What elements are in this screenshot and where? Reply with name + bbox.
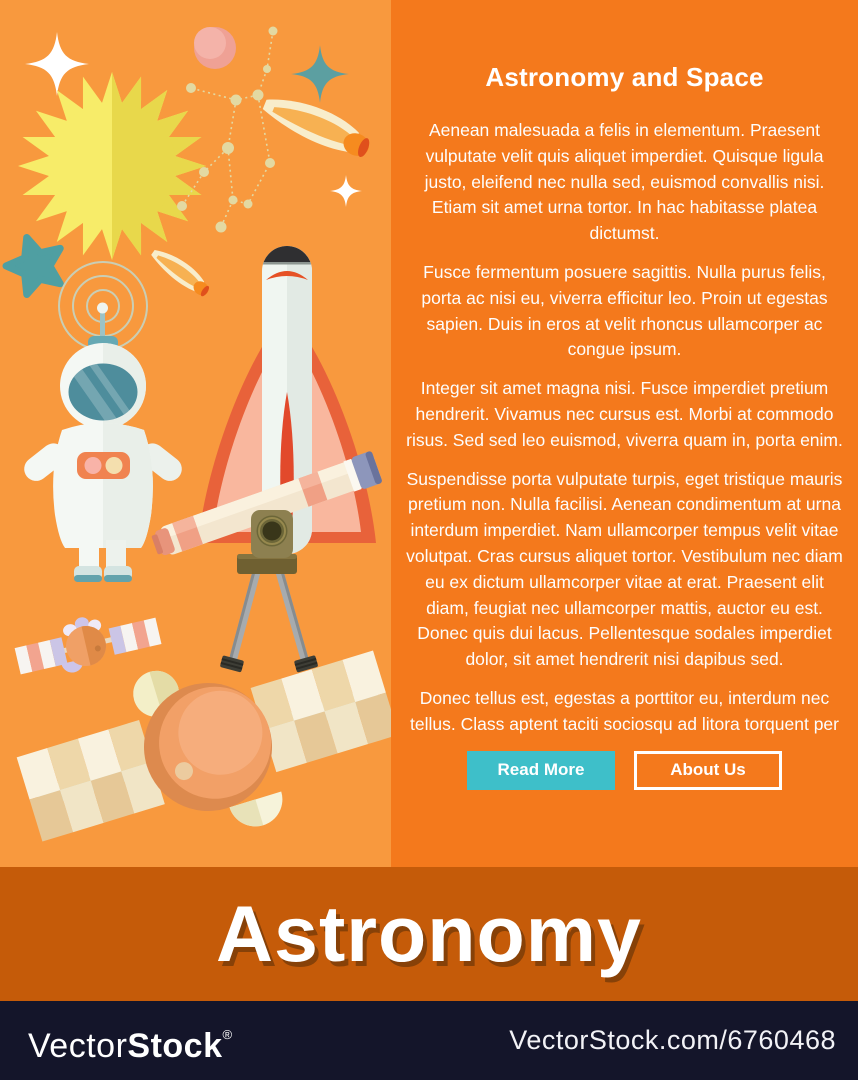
sparkle-icon [330,175,362,207]
sun-icon [18,72,206,260]
body-paragraph: Aenean malesuada a felis in elementum. Praesent vulputate velit quis aliquet imperdiet. Quisque ligula justo, eleifend nec nulla sed, euismod convallis nisi. Etiam sit amet urna tortor. In hac habitasse platea dictumst. [424,120,825,244]
comet-icon [147,244,214,299]
teal-star-icon [291,45,349,103]
attribution-text: VectorStock.com/6760468 [509,1025,836,1055]
body-paragraph: Integer sit amet magna nisi. Fusce imperdiet pretium hendrerit. Vivamus nec cursus est. Morbi at commodo risus. Sed sed leo euismod, viverra quam in, porta enim. [406,378,843,450]
space-illustration [0,0,391,867]
comet-icon [259,89,376,162]
moon-icon [194,27,236,69]
about-us-button[interactable]: About Us [634,751,782,790]
read-more-button[interactable]: Read More [467,751,615,790]
banner [0,867,858,1001]
body-paragraph: Fusce fermentum posuere sagittis. Nulla purus felis, porta ac nisi eu, viverra efficitur leo. Proin ut egestas sapien. Duis in eros at velit rhoncus ullamcorper ac congue ipsum. [421,261,828,360]
button-row [405,751,844,790]
content-panel [391,0,858,867]
sparkle-icon [25,32,89,96]
body-paragraph: Suspendisse porta vulputate turpis, eget tristique mauris pretium non. Nulla facilisi. Aenean condimentum at urna interdum imperdiet. Nam ullamcorper tempus velit vitae volutpat. Cras cursus aliquet tortor. Vestibulum nec diam eu ex dictum ullamcorper vitae at erat. Praesent elit diam, feugiat nec ullamcorper mattis, auctor eu est. Donec quis dui lacus. Pellentesque sodales imperdiet dolor, sit amet hendrerit nisi dapibus sed. [406,468,843,670]
registered-mark: ® [222,1027,233,1042]
page-title: Astronomy and Space [485,62,764,92]
logo-stock-text: Stock [127,1027,223,1065]
banner-title: Astronomy [216,889,642,978]
watermark-footer [0,1001,858,1080]
body-paragraph: Donec tellus est, egestas a porttitor eu, interdum nec tellus. Class aptent taciti sociosqu ad litora torquent per [410,687,839,734]
vectorstock-logo [28,1018,232,1063]
illustration-panel [0,0,391,867]
logo-vector-text: Vector [28,1027,128,1065]
satellite-small-icon [11,601,163,684]
